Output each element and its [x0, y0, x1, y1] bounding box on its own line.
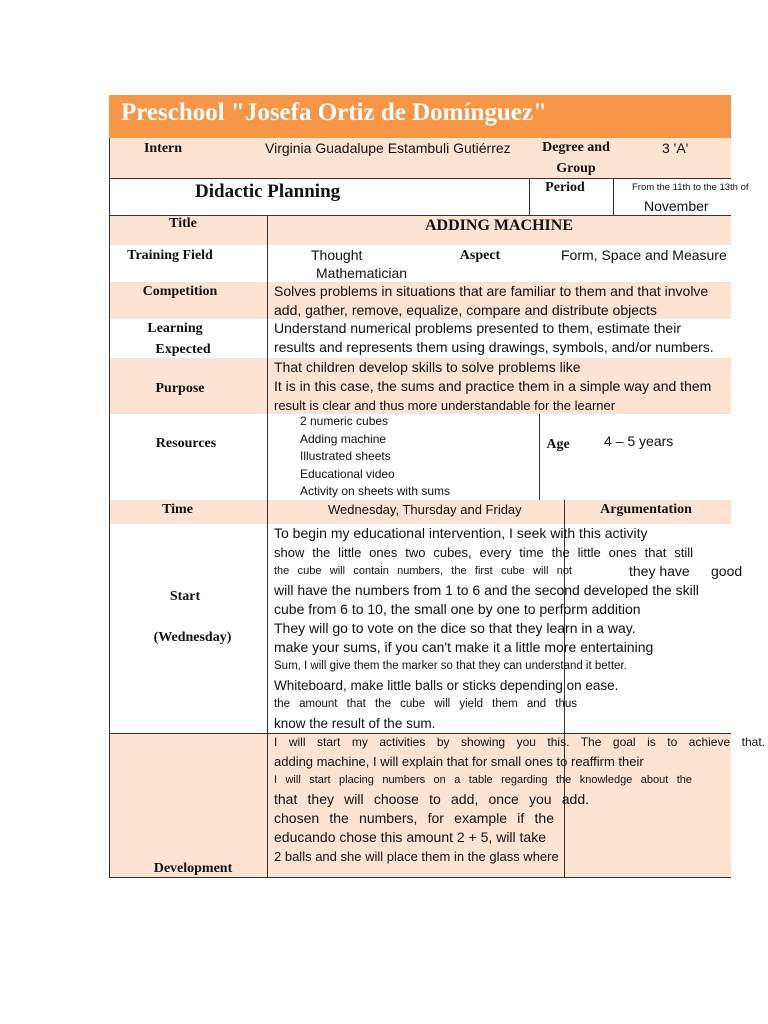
development-line: I will start placing numbers on a table regarding the knowledge about the [274, 774, 692, 786]
development-line: educando chose this amount 2 + 5, will take [274, 829, 547, 845]
development-line: adding machine, I will explain that for small ones to reaffirm their [274, 754, 644, 769]
competition-label: Competition [142, 284, 218, 299]
time-label: Time [162, 502, 193, 517]
start-line: Whiteboard, make little balls or sticks depending on ease. [274, 678, 619, 693]
training-label: Training Field [127, 248, 213, 263]
resources-list [300, 413, 450, 501]
purpose-label: Purpose [155, 381, 205, 396]
development-label: Development [153, 861, 233, 876]
development-line: 2 balls and she will place them in the glass where [274, 849, 559, 864]
degree-label-line2: Group [556, 161, 596, 176]
degree-value: 3 'A' [662, 140, 689, 156]
start-line: the cube will contain numbers, the first cube will not [274, 565, 572, 577]
degree-label-line1: Degree and [542, 140, 610, 155]
aspect-value: Form, Space and Measure [561, 247, 727, 263]
resources-label: Resources [155, 436, 217, 451]
start-line: They will go to vote on the dice so that they learn in a way. [274, 620, 636, 636]
learning-line2: results and represents them using drawings, symbols, and/or numbers. [274, 339, 714, 355]
start-text [274, 524, 724, 733]
period-label: Period [545, 180, 585, 195]
start-line: will have the numbers from 1 to 6 and the second developed the skill [274, 582, 699, 598]
start-line: Sum, I will give them the marker so that they can understand it better. [274, 660, 627, 672]
page-title: Preschool "Josefa Ortiz de Domínguez" [121, 99, 547, 126]
list-item: Educational video [300, 466, 395, 481]
training-value-line2: Mathematician [316, 265, 408, 281]
start-line: the amount that the cube will yield them and thus [274, 698, 577, 710]
start-line: show the little ones two cubes, every time the little ones that still [274, 545, 693, 560]
time-value: Wednesday, Thursday and Friday [328, 502, 522, 517]
planning-title: Didactic Planning [195, 181, 341, 202]
development-line: I will start my activities by showing you this. The goal is to achieve that. [274, 735, 765, 749]
learning-label-line1: Learning [147, 321, 203, 336]
start-side-a: they have [629, 563, 690, 579]
start-label: Start [169, 589, 201, 604]
purpose-line1: That children develop skills to solve problems like [274, 359, 581, 375]
training-value-line1: Thought [311, 247, 363, 263]
purpose-line2: It is in this case, the sums and practice them in a simple way and them [274, 378, 712, 394]
learning-line1: Understand numerical problems presented to them, estimate their [274, 320, 681, 336]
age-value: 4 – 5 years [604, 433, 674, 449]
start-line: know the result of the sum. [274, 716, 436, 731]
list-item: Activity on sheets with sums [300, 484, 451, 498]
purpose-line3: result is clear and thus more understandable for the learner [274, 398, 616, 413]
competition-line2: add, gather, remove, equalize, compare and distribute objects [274, 302, 657, 318]
competition-line1: Solves problems in situations that are familiar to them and that involve [274, 283, 709, 299]
list-item: 2 numeric cubes [300, 414, 389, 428]
development-line: that they will choose to add, once you add. [274, 791, 589, 807]
period-line2: November [644, 198, 709, 214]
start-line: cube from 6 to 10, the small one by one to perform addition [274, 601, 641, 617]
learning-label-line2: Expected [155, 342, 211, 357]
aspect-label: Aspect [459, 248, 501, 263]
intern-label: Intern [143, 141, 183, 156]
list-item: Adding machine [300, 431, 387, 446]
start-line: To begin my educational intervention, I seek with this activity [274, 525, 648, 541]
start-line: make your sums, if you can't make it a little more entertaining [274, 639, 654, 655]
age-label: Age [546, 437, 570, 452]
title-value: ADDING MACHINE [425, 217, 573, 234]
start-day: (Wednesday) [153, 630, 232, 645]
list-item: Illustrated sheets [300, 449, 391, 463]
intern-value: Virginia Guadalupe Estambuli Gutiérrez [265, 140, 511, 156]
title-label: Title [169, 216, 197, 231]
start-side-b: good [711, 563, 743, 579]
development-line: chosen the numbers, for example if the [274, 810, 554, 826]
period-line1: From the 11th to the 13th of [632, 182, 749, 193]
development-text [274, 733, 768, 866]
argumentation-label: Argumentation [600, 502, 692, 517]
